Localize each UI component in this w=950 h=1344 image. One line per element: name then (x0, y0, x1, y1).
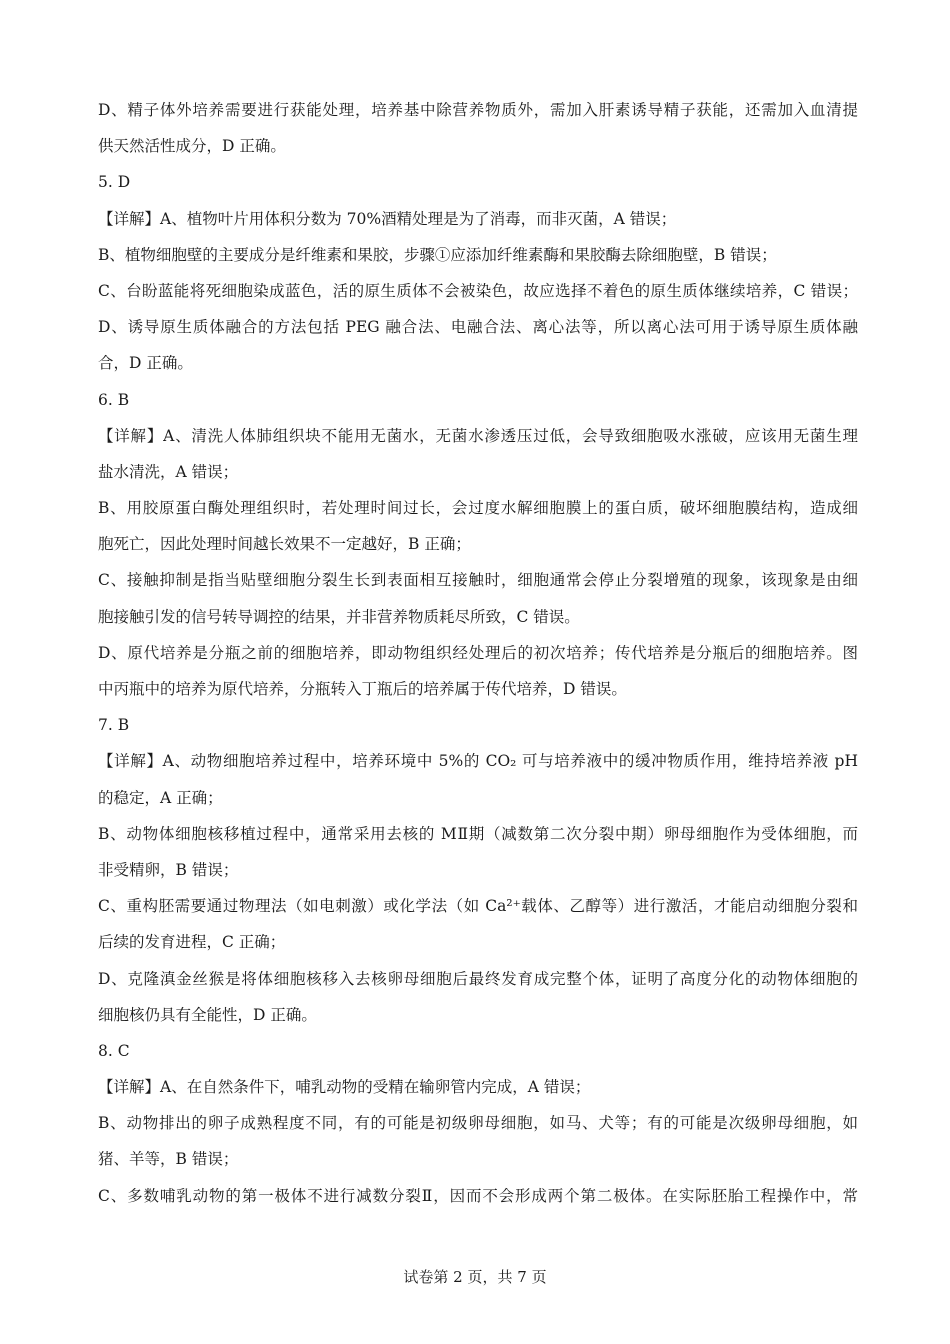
text-line: B、植物细胞壁的主要成分是纤维素和果胶，步骤①应添加纤维素酶和果胶酶去除细胞壁，B 错误； (98, 245, 777, 264)
text-line: D、原代培养是分瓶之前的细胞培养，即动物组织经处理后的初次培养；传代培养是分瓶后的细胞培养。图 (98, 643, 858, 662)
text-line: 【详解】A、植物叶片用体积分数为 70%酒精处理是为了消毒，而非灭菌，A 错误； (98, 209, 677, 228)
text-line: 后续的发育进程，C 正确； (98, 933, 286, 952)
text-line: 猪、羊等，B 错误； (98, 1150, 239, 1169)
text-line: D、诱导原生质体融合的方法包括 PEG 融合法、电融合法、离心法等，所以离心法可用于诱导原生质体融 (98, 318, 858, 337)
text-line: C、重构胚需要通过物理法（如电刺激）或化学法（如 Ca²⁺载体、乙醇等）进行激活，才能启动细胞分裂和 (98, 897, 858, 916)
text-line: 非受精卵，B 错误； (98, 860, 239, 879)
text-line: 5. D (98, 173, 131, 192)
text-line: C、多数哺乳动物的第一极体不进行减数分裂Ⅱ，因而不会形成两个第二极体。在实际胚胎工程操作中，常 (98, 1186, 858, 1205)
text-line: 8. C (98, 1041, 130, 1060)
text-line: D、精子体外培养需要进行获能处理，培养基中除营养物质外，需加入肝素诱导精子获能，还需加入血清提 (98, 101, 858, 119)
text-line: 供天然活性成分，D 正确。 (98, 137, 286, 156)
text-line: C、接触抑制是指当贴壁细胞分裂生长到表面相互接触时，细胞通常会停止分裂增殖的现象，该现象是由细 (98, 571, 858, 590)
page-footer: 试卷第 2 页，共 7 页 (403, 1268, 547, 1286)
text-line: 【详解】A、清洗人体肺组织块不能用无菌水，无菌水渗透压过低，会导致细胞吸水涨破，应该用无菌生理 (98, 426, 858, 445)
text-line: 6. B (98, 390, 130, 409)
text-line: 【详解】A、在自然条件下，哺乳动物的受精在输卵管内完成，A 错误； (98, 1078, 591, 1097)
text-line: 的稳定，A 正确； (98, 788, 223, 807)
text-line: B、用胶原蛋白酶处理组织时，若处理时间过长，会过度水解细胞膜上的蛋白质，破坏细胞膜结构，造成细 (98, 499, 858, 518)
text-line: 胞接触引发的信号转导调控的结果，并非营养物质耗尽所致，C 错误。 (98, 607, 580, 626)
text-line: C、台盼蓝能将死细胞染成蓝色，活的原生质体不会被染色，故应选择不着色的原生质体继续培养，C 错误； (98, 281, 858, 300)
text-line: 盐水清洗，A 错误； (98, 462, 239, 481)
document-body (98, 96, 858, 1218)
text-line: B、动物体细胞核移植过程中，通常采用去核的 MⅡ期（减数第二次分裂中期）卵母细胞作为受体细胞，而 (98, 824, 858, 843)
text-line: D、克隆滇金丝猴是将体细胞核移入去核卵母细胞后最终发育成完整个体，证明了高度分化的动物体细胞的 (98, 969, 858, 988)
text-line: B、动物排出的卵子成熟程度不同，有的可能是初级卵母细胞，如马、犬等；有的可能是次级卵母细胞，如 (98, 1114, 858, 1133)
text-line: 7. B (98, 716, 130, 735)
text-line: 合，D 正确。 (98, 354, 193, 373)
text-line: 胞死亡，因此处理时间越长效果不一定越好，B 正确； (98, 535, 471, 554)
text-line: 【详解】A、动物细胞培养过程中，培养环境中 5%的 CO₂ 可与培养液中的缓冲物质作用，维持培养液 pH (98, 752, 858, 771)
text-line: 细胞核仍具有全能性，D 正确。 (98, 1005, 317, 1024)
text-line: 中丙瓶中的培养为原代培养，分瓶转入丁瓶后的培养属于传代培养，D 错误。 (98, 680, 627, 698)
